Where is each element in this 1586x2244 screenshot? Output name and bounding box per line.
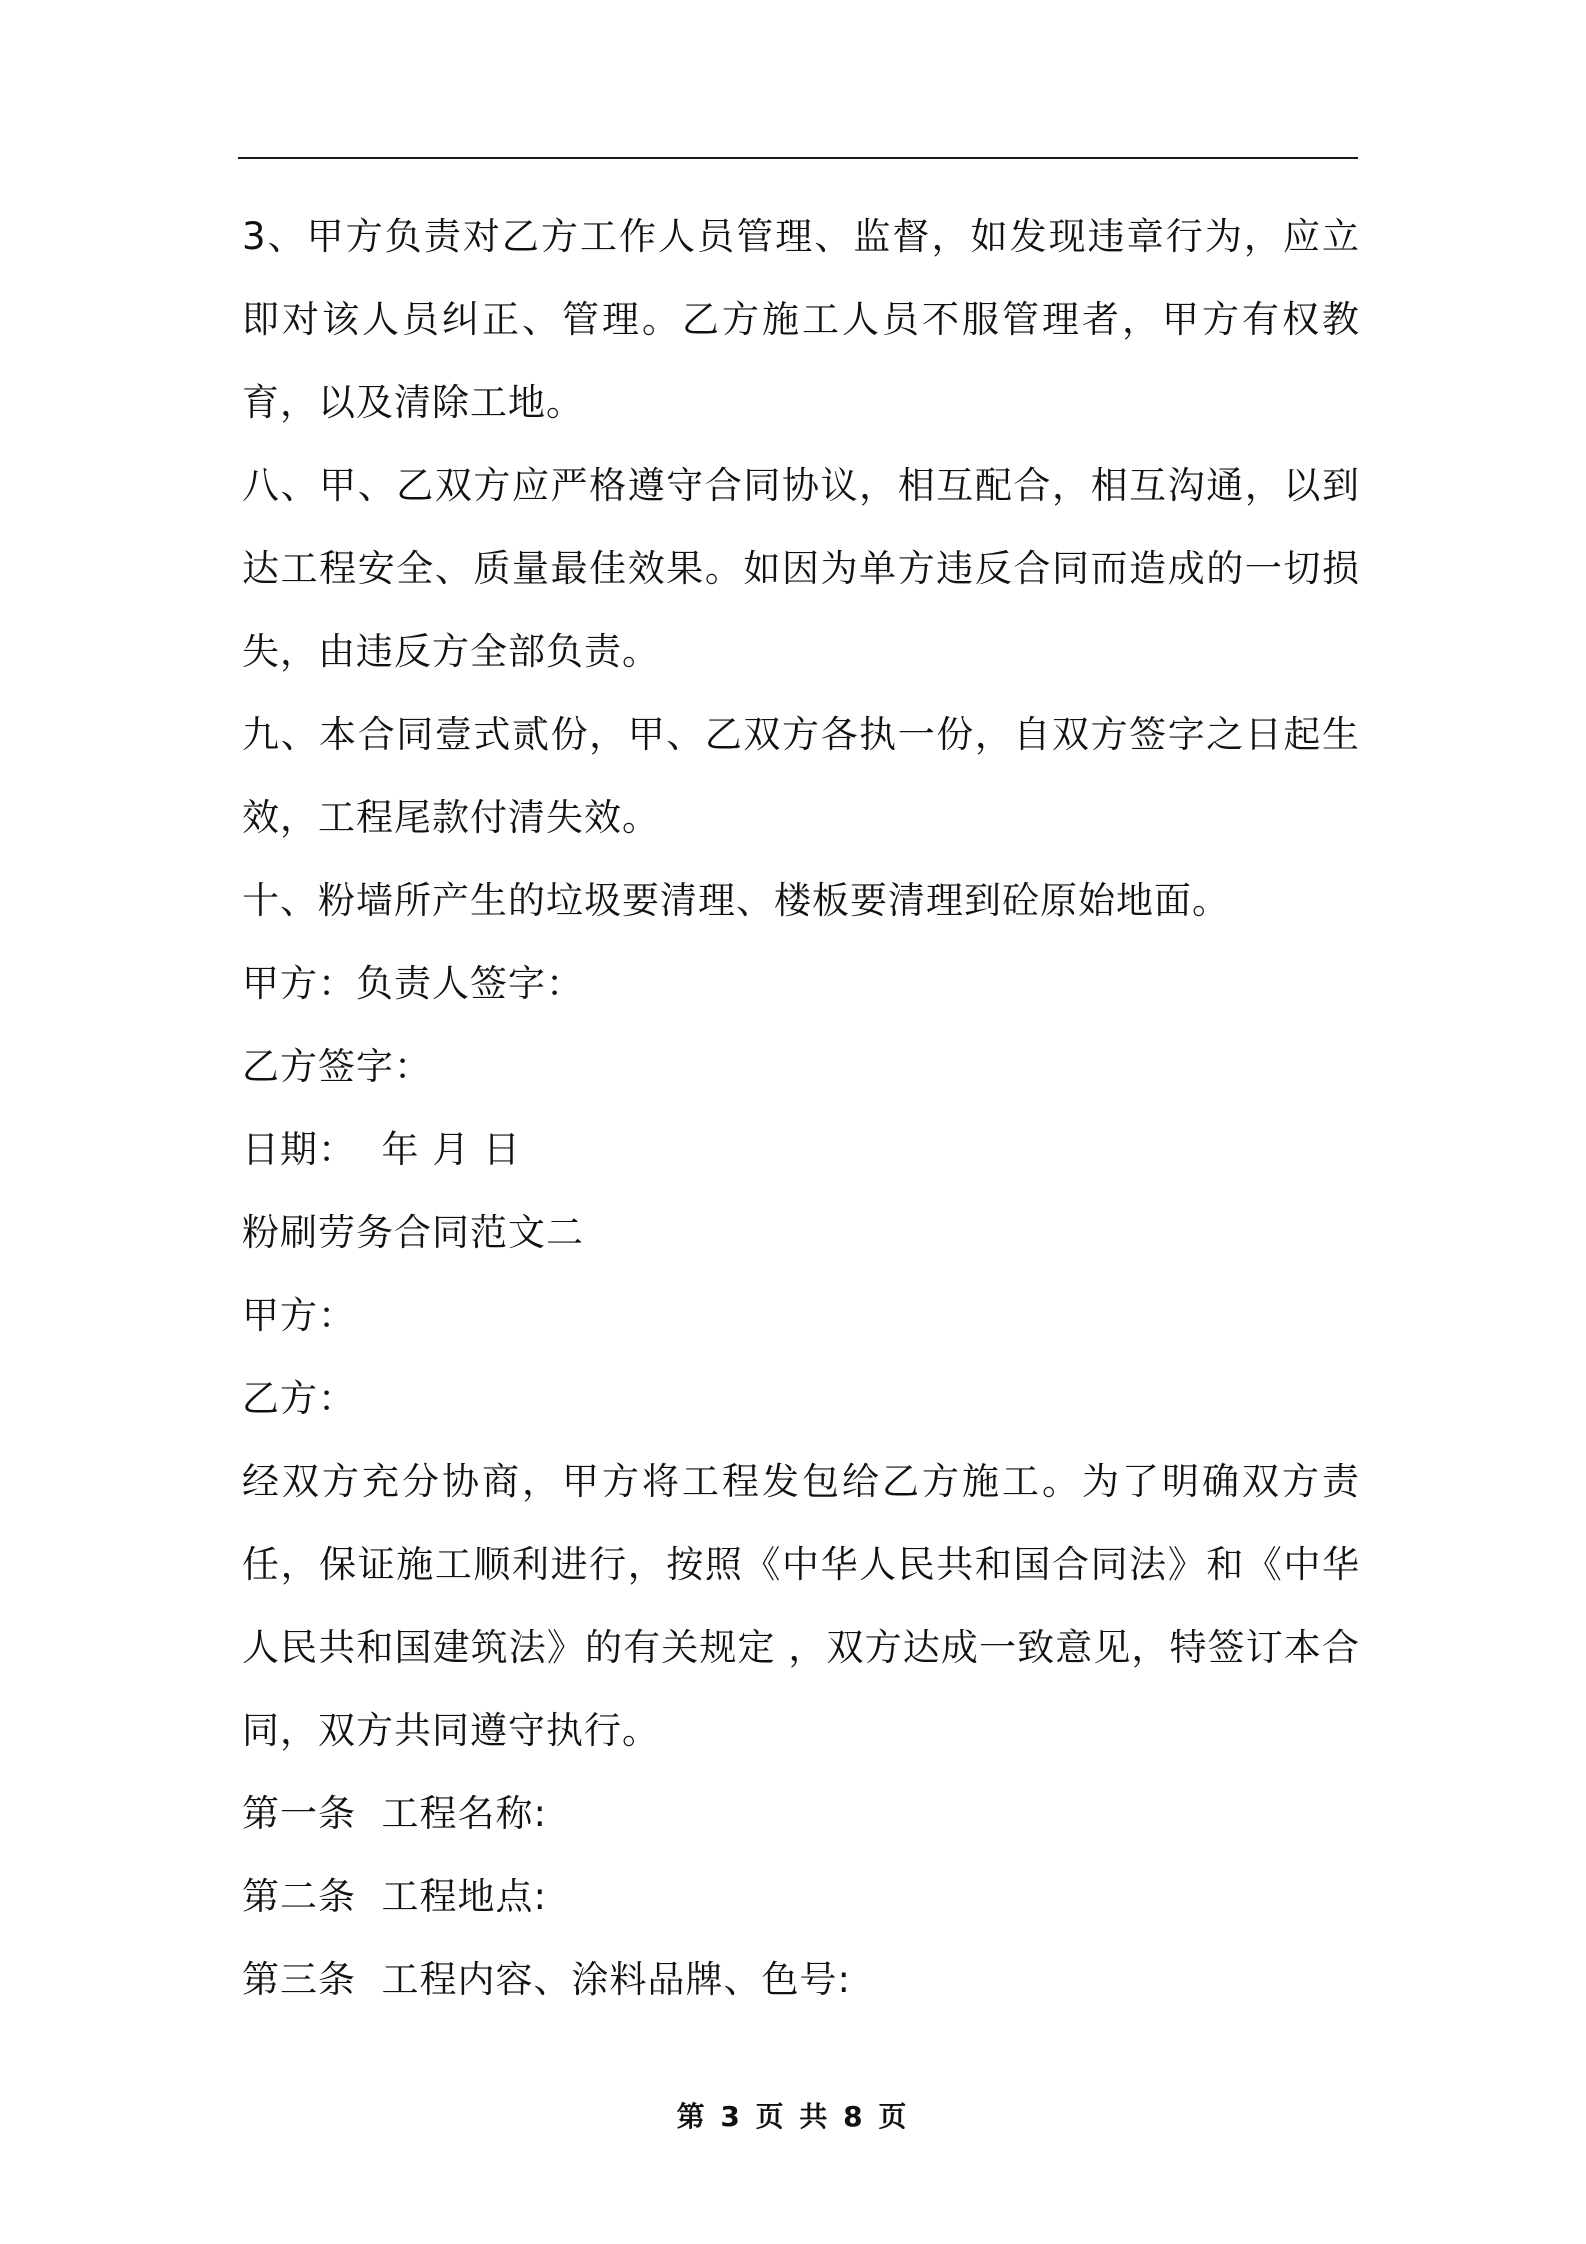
article-1-project-name: 第一条 工程名称: <box>242 1792 547 1835</box>
article-3-project-content: 第三条 工程内容、涂料品牌、色号: <box>242 1958 851 2001</box>
document-body <box>242 195 1360 2021</box>
section-title: 粉刷劳务合同范文二 <box>242 1211 584 1254</box>
preamble-paragraph: 经双方充分协商，甲方将工程发包给乙方施工。为了明确双方责任，保证施工顺利进行，按照《中华人民共和国合同法》和《中华人民共和国建筑法》的有关规定 ，双方达成一致意见，特签订本合同，双方共同遵守执行。 <box>242 1460 1360 1752</box>
clause-3-supervision: 3、甲方负责对乙方工作人员管理、监督，如发现违章行为，应立即对该人员纠正、管理。乙方施工人员不服管理者，甲方有权教育，以及清除工地。 <box>242 215 1360 424</box>
article-2-project-location: 第二条 工程地点: <box>242 1875 547 1918</box>
party-a-signature-line: 甲方：负责人签字： <box>242 962 584 1005</box>
party-a-line: 甲方： <box>242 1294 356 1337</box>
party-b-line: 乙方： <box>242 1377 356 1420</box>
page-number: 第 3 页 共 8 页 <box>676 2100 910 2133</box>
header-rule <box>238 157 1358 159</box>
clause-9-copies: 九、本合同壹式贰份，甲、乙双方各执一份，自双方签字之日起生效，工程尾款付清失效。 <box>242 713 1360 839</box>
party-b-signature-line: 乙方签字： <box>242 1045 432 1088</box>
clause-8-cooperation: 八、甲、乙双方应严格遵守合同协议，相互配合，相互沟通，以到达工程安全、质量最佳效果。如因为单方违反合同而造成的一切损失，由违反方全部负责。 <box>242 464 1360 673</box>
clause-10-cleanup: 十、粉墙所产生的垃圾要清理、楼板要清理到砼原始地面。 <box>242 879 1230 922</box>
date-line: 日期： 年 月 日 <box>242 1128 522 1171</box>
